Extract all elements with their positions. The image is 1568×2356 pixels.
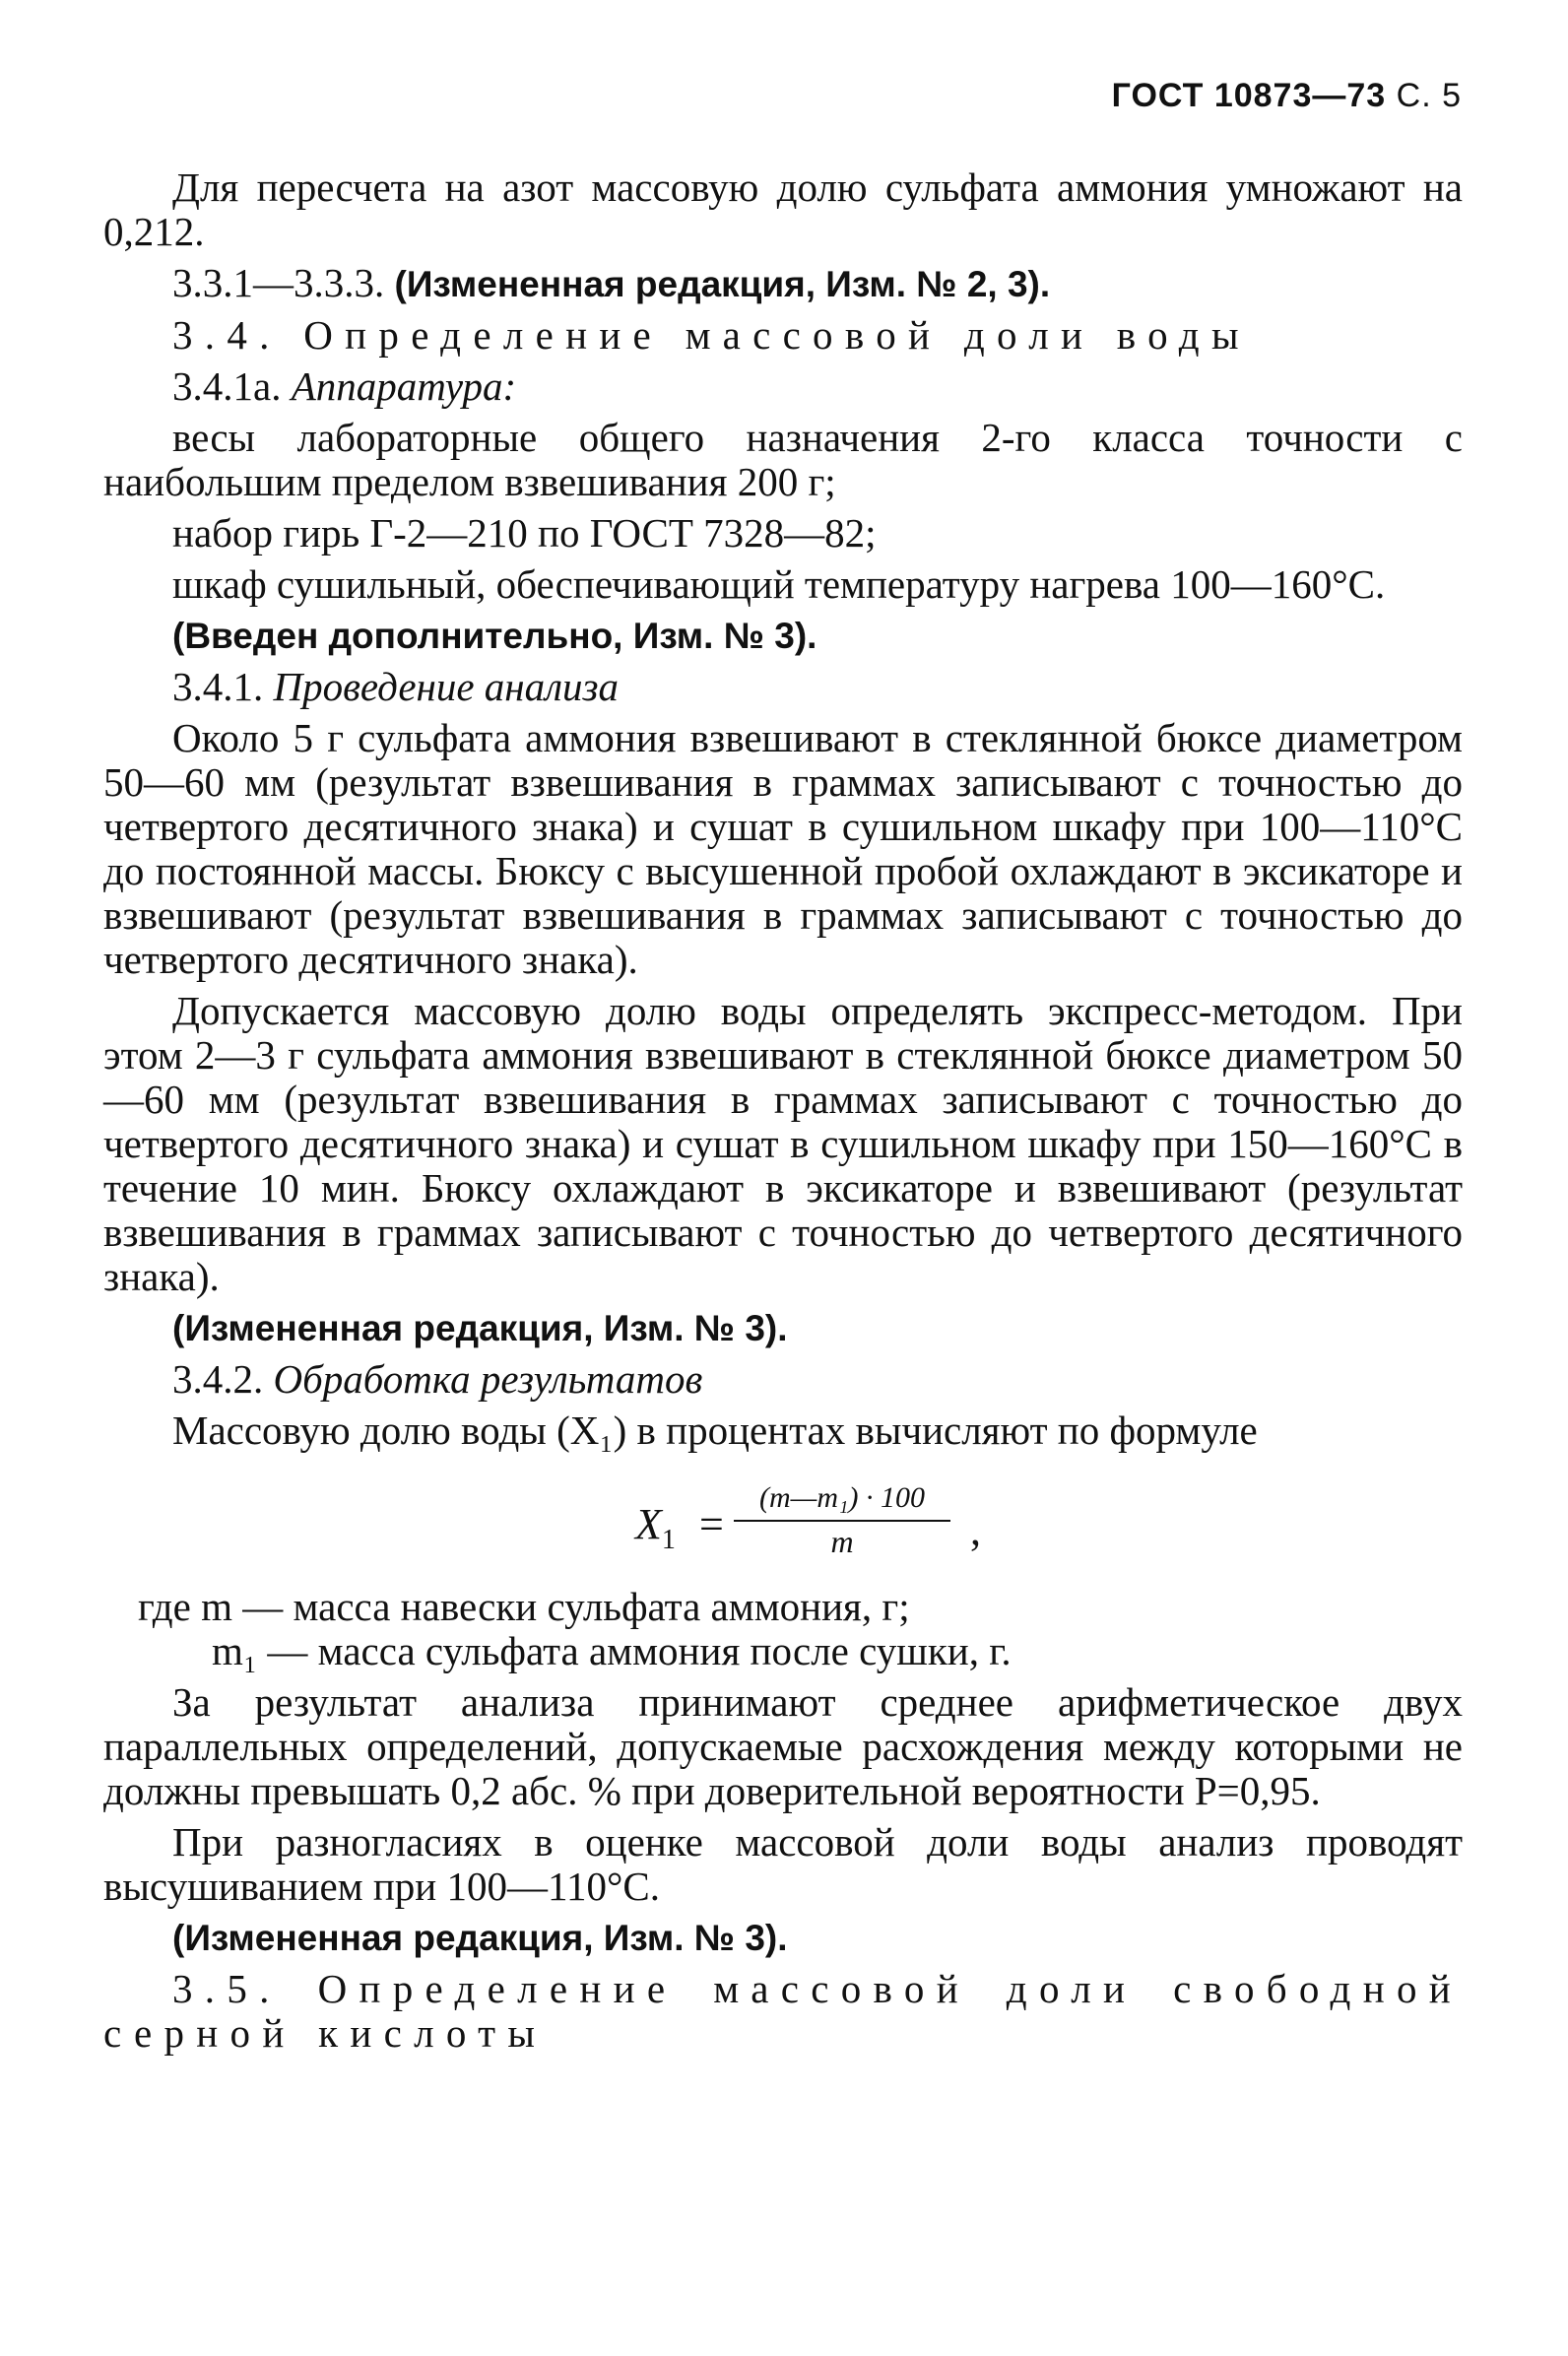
formula-legend-m1: m₁ — масса сульфата аммония после сушки, г. [212,1628,1012,1673]
paragraph-formula-intro: Массовую долю воды (X₁) в процентах вычисляют по формуле [172,1407,1258,1453]
formula-fraction [734,1480,950,1561]
section-3-4-heading: 3.4. Определение массовой доли воды [172,312,1251,358]
revision-note: (Измененная редакция, Изм. № 3). [172,1308,788,1348]
clause-title: Обработка результатов [273,1356,703,1402]
clause-3-4-1a [103,364,1463,409]
paragraph-express-method: Допускается массовую долю воды определять экспресс-методом. При этом 2—3 г сульфата аммония взвешивают в стеклянной бюксе диаметром 50—60 мм (результат взвешивания в граммах записывают с точностью до четвертого десятичного знака) и сушат в сушильном шкафу при 150—160°С в течение 10 мин. Бюксу охлаждают в эксикаторе и взвешивают (результат взвешивания в граммах записывают с точностью до четвертого десятичного знака). [103,988,1463,1299]
section-3-5-heading: 3.5. Определение массовой доли свободной серной кислоты [103,1966,1463,2056]
revision-note: (Измененная редакция, Изм. № 3). [172,1918,788,1958]
equipment-scales: весы лабораторные общего назначения 2-го класса точности с наибольшим пределом взвешивания 200 г; [103,415,1463,504]
addition-note: (Введен дополнительно, Изм. № 3). [172,616,817,656]
paragraph-disagreement: При разногласиях в оценке массовой доли воды анализ проводят высушиванием при 100—110°С. [103,1819,1463,1909]
clause-number: 3.4.1а. [172,363,282,409]
equipment-weights: набор гирь Г-2—210 по ГОСТ 7328—82; [172,510,877,556]
clause-title: Проведение анализа [273,664,620,709]
clause-3-3-1-revision [103,261,1463,306]
formula-denominator: m [830,1524,854,1559]
clause-number: 3.4.2. [172,1356,264,1402]
clause-title: Аппаратура: [291,363,517,409]
document-body [103,165,1463,2056]
clause-3-4-1 [103,665,1463,709]
equipment-oven: шкаф сушильный, обеспечивающий температуру нагрева 100—160°С. [172,561,1386,607]
formula-equals: = [699,1500,724,1548]
water-fraction-formula [103,1463,1463,1581]
page-header [1112,77,1462,115]
paragraph-result-accept: За результат анализа принимают среднее арифметическое двух параллельных определений, допускаемые расхождения между которыми не должны превышать 0,2 абс. % при доверительной вероятности P=0,95. [103,1679,1463,1813]
standard-number: ГОСТ 10873—73 [1111,77,1387,114]
formula-numerator: (m—m₁) · 100 [734,1480,950,1522]
clause-number: 3.3.1—3.3.3. [172,260,385,305]
revision-note: (Измененная редакция, Изм. № 2, 3). [394,264,1051,304]
formula-legend-m: где m — масса навески сульфата аммония, г; [138,1584,910,1629]
formula-lhs: $X_1$ [635,1500,676,1555]
paragraph-analysis-procedure: Около 5 г сульфата аммония взвешивают в стеклянной бюксе диаметром 50—60 мм (результат взвешивания в граммах записывают с точностью до четвертого десятичного знака) и сушат в сушильном шкафу при 100—110°С до постоянной массы. Бюксу с высушенной пробой охлаждают в эксикаторе и взвешивают (результат взвешивания в граммах записывают с точностью до четвертого десятичного знака). [103,715,1463,982]
paragraph-nitrogen-conversion: Для пересчета на азот массовую долю сульфата аммония умножают на 0,212. [103,164,1463,254]
formula-comma: , [970,1506,981,1554]
page-number: С. 5 [1396,77,1462,114]
clause-3-4-2 [103,1357,1463,1402]
clause-number: 3.4.1. [172,664,264,709]
